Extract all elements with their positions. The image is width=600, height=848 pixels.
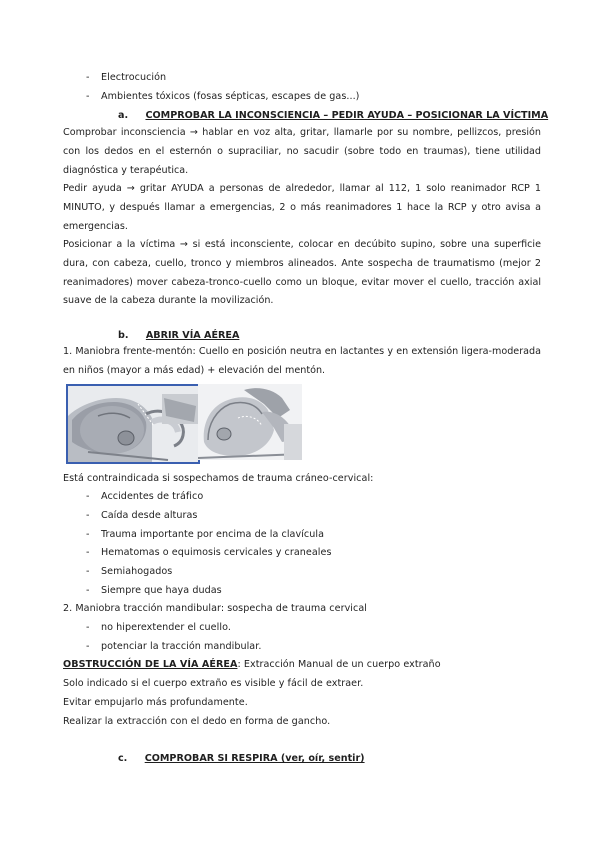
obstruction-line-3: Realizar la extracción con el dedo en forma de gancho. bbox=[63, 716, 331, 727]
section-letter: b. bbox=[118, 330, 129, 341]
bullet-dash: - bbox=[86, 72, 90, 83]
list-item: Siempre que haya dudas bbox=[101, 585, 222, 596]
section-heading-c bbox=[118, 753, 365, 765]
bullet-dash: - bbox=[86, 91, 90, 102]
list-item: no hiperextender el cuello. bbox=[101, 622, 231, 633]
illustration-head-tilt-child bbox=[198, 384, 302, 460]
list-item: Semiahogados bbox=[101, 566, 173, 577]
contraindication-intro: Está contraindicada si sospechamos de trauma cráneo-cervical: bbox=[63, 473, 374, 484]
paragraph-posicionar: Posicionar a la víctima → si está inconsciente, colocar en decúbito supino, sobre una superficie dura, con cabeza, cuello, tronco y miembros alineados. Ante sospecha de traumatismo (mejor 2 reanimadores) mover cabeza-tronco-cuello como un bloque, evitar mover el cuello, tracción axial suave de la cabeza durante la movilización. bbox=[63, 239, 541, 307]
bullet-dash: - bbox=[86, 510, 90, 521]
section-heading-a bbox=[118, 110, 548, 122]
list-item: potenciar la tracción mandibular. bbox=[101, 641, 262, 652]
paragraph-inconsciencia: Comprobar inconsciencia → hablar en voz alta, gritar, llamarle por su nombre, pellizcos, presión con los dedos en el esternón o supraciliar, no sacudir (sobre todo en traumas), tiene utilidad diagnóstica y terapéutica. bbox=[63, 127, 541, 176]
section-title: COMPROBAR SI RESPIRA (ver, oír, sentir) bbox=[144, 753, 365, 764]
paragraph-traccion-mandibular: 2. Maniobra tracción mandibular: sospecha de trauma cervical bbox=[63, 603, 367, 614]
bullet-dash: - bbox=[86, 585, 90, 596]
paragraph-pedir-ayuda: Pedir ayuda → gritar AYUDA a personas de alrededor, llamar al 112, 1 solo reanimador RCP 1 MINUTO, y después llamar a emergencias, 2 o más reanimadores 1 hace la RCP y otro avisa a emergencias. bbox=[63, 183, 541, 232]
list-item: Electrocución bbox=[101, 72, 167, 83]
list-item: Trauma importante por encima de la clavícula bbox=[101, 529, 325, 540]
section-letter: c. bbox=[118, 753, 128, 764]
list-item: Caída desde alturas bbox=[101, 510, 198, 521]
child-airway-drawing bbox=[198, 384, 302, 460]
bullet-dash: - bbox=[86, 622, 90, 633]
section-letter: a. bbox=[118, 110, 129, 121]
infant-airway-drawing bbox=[68, 386, 198, 462]
obstruction-line bbox=[63, 659, 441, 671]
section-title: COMPROBAR LA INCONSCIENCIA – PEDIR AYUDA – POSICIONAR LA VÍCTIMA bbox=[145, 110, 549, 121]
list-item: Hematomas o equimosis cervicales y craneales bbox=[101, 547, 332, 558]
obstruction-line-2: Evitar empujarlo más profundamente. bbox=[63, 697, 248, 708]
obstruction-line-1: Solo indicado si el cuerpo extraño es visible y fácil de extraer. bbox=[63, 678, 364, 689]
bullet-dash: - bbox=[86, 491, 90, 502]
list-item: Accidentes de tráfico bbox=[101, 491, 204, 502]
list-item: Ambientes tóxicos (fosas sépticas, escapes de gas...) bbox=[101, 91, 360, 102]
paragraph-frente-menton: 1. Maniobra frente-mentón: Cuello en posición neutra en lactantes y en extensión ligera-moderada en niños (mayor a más edad) + elevación del mentón. bbox=[63, 346, 541, 376]
section-title: ABRIR VÍA AÉREA bbox=[145, 330, 240, 341]
bullet-dash: - bbox=[86, 529, 90, 540]
bullet-dash: - bbox=[86, 566, 90, 577]
bullet-dash: - bbox=[86, 547, 90, 558]
bullet-dash: - bbox=[86, 641, 90, 652]
illustration-head-tilt-infant bbox=[66, 384, 200, 464]
section-heading-b bbox=[118, 330, 239, 342]
obstruction-title: OBSTRUCCIÓN DE LA VÍA AÉREA bbox=[63, 659, 238, 670]
obstruction-subtitle: : Extracción Manual de un cuerpo extraño bbox=[237, 659, 441, 670]
